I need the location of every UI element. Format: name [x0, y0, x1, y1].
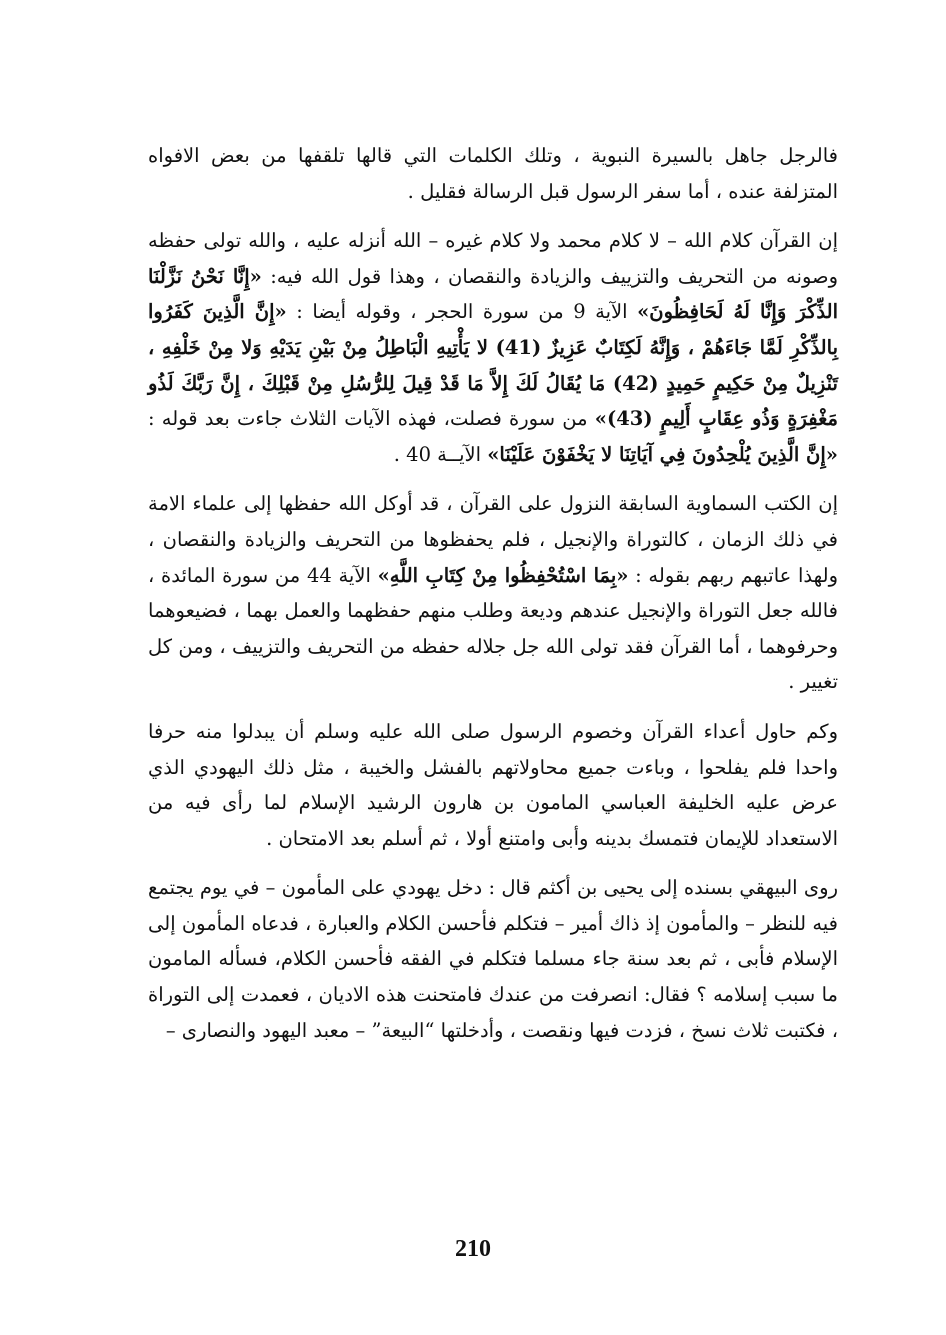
text-segment: وكم حاول أعداء القرآن وخصوم الرسول صلى الله عليه وسلم أن يبدلوا منه حرفا واحدا فلم يفلحوا ، وباءت جميع محاولاتهم بالفشل والخيبة ، مثل ذلك اليهودي الذي عرض عليه الخليفة العباسي المامون بن هارون الرشيد الإسلام لما رأى فيه من الاستعداد للإيمان فتمسك بدينه وأبى وامتنع أولا ، ثم أسلم بعد الامتحان . — [148, 719, 838, 850]
paragraph-5 — [148, 870, 838, 1048]
quran-verse: «إِنَّا نَحْنُ نَزَّلْنَا الذِّكْرَ وَإِنَّا لَهُ لَحَافِظُونَ» — [148, 264, 838, 324]
quran-verse: «بِمَا اسْتُحْفِظُوا مِنْ كِتَابِ اللَّهِ» — [377, 563, 629, 587]
body-text — [148, 138, 838, 1048]
paragraph-1 — [148, 138, 838, 209]
text-segment: الآية 44 من سورة المائدة ، فالله جعل التوراة والإنجيل عندهم وديعة وطلب منهم حفظهما والعمل بهما ، فضيعوهما وحرفوهما ، أما القرآن فقد تولى الله جل جلاله حفظه من التحريف والتزييف ، ومن كل تغيير . — [148, 563, 838, 694]
page-number: 210 — [455, 1236, 491, 1262]
quran-verse: «إِنَّ الَّذِينَ كَفَرُوا بِالذِّكْرِ لَمَّا جَاءَهُمْ ، وَإِنَّهُ لَكِتَابٌ عَزِيزٌ (41) لا يَأْتِيهِ الْبَاطِلُ مِنْ بَيْنِ يَدَيْهِ وَلا مِنْ خَلْفِهِ ، تَنْزِيلٌ مِنْ حَكِيمٍ حَمِيدٍ (42) مَا يُقَالُ لَكَ إِلاَّ مَا قَدْ قِيلَ لِلرُّسُلِ مِنْ قَبْلِكَ ، إِنَّ رَبَّكَ لَذُو مَغْفِرَةٍ وَذُو عِقَابٍ أَلِيمٍ (43)» — [148, 300, 838, 431]
text-segment: الآية 9 من سورة الحجر ، وقوله أيضا : — [286, 300, 638, 324]
quran-verse: «إِنَّ الَّذِينَ يُلْحِدُونَ فِي آيَاتِنَا لا يَخْفَوْنَ عَلَيْنَا» — [487, 442, 838, 466]
text-segment: الآيــة 40 . — [393, 442, 488, 466]
text-segment: إن القرآن كلام الله – لا كلام محمد ولا كلام غيره – الله أنزله عليه ، والله تولى حفظه وصونه من التحريف والتزييف والزيادة والنقصان ، وهذا قول الله فيه: — [148, 229, 838, 288]
text-segment: من سورة فصلت، فهذه الآيات الثلاث جاءت بعد قوله : — [148, 407, 595, 431]
text-segment: روى البيهقي بسنده إلى يحيى بن أكثم قال : دخل يهودي على المأمون – في يوم يجتمع فيه للنظر – والمأمون إذ ذاك أمير – فتكلم فأحسن الكلام والعبارة ، فدعاه المأمون إلى الإسلام فأبى ، ثم بعد سنة جاء مسلما فتكلم في الفقه فأحسن الكلام، فسأله المامون ما سبب إسلامه ؟ فقال: انصرفت من عندك فامتحنت هذه الاديان ، فعمدت إلى التوراة ، فكتبت ثلاث نسخ ، فزدت فيها ونقصت ، وأدخلتها “البيعة” – معبد اليهود والنصارى – — [148, 876, 838, 1042]
paragraph-2 — [148, 223, 838, 472]
text-segment: فالرجل جاهل بالسيرة النبوية ، وتلك الكلمات التي قالها تلقفها من بعض الافواه المتزلفة عنده ، أما سفر الرسول قبل الرسالة فقليل . — [148, 144, 838, 203]
text-segment: إن الكتب السماوية السابقة النزول على القرآن ، قد أوكل الله حفظها إلى علماء الامة في ذلك الزمان ، كالتوراة والإنجيل ، فلم يحفظوها من التحريف والزيادة والنقصان ، ولهذا عاتبهم ربهم بقوله : — [148, 492, 838, 587]
paragraph-4 — [148, 714, 838, 856]
paragraph-3 — [148, 486, 838, 700]
